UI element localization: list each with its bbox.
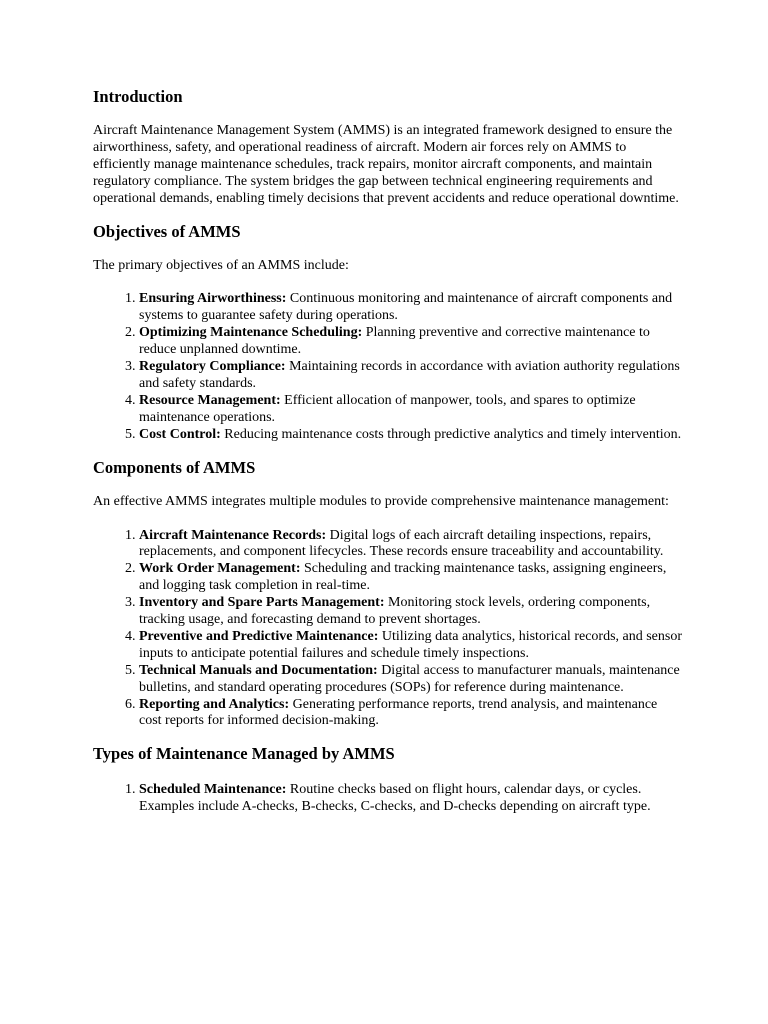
list-item-term: Optimizing Maintenance Scheduling:	[139, 325, 363, 341]
list-item-text: Reducing maintenance costs through predictive analytics and timely intervention.	[220, 426, 682, 442]
list-item	[139, 782, 683, 816]
list-item	[139, 663, 683, 697]
list-item-term: Cost Control:	[139, 426, 221, 442]
list-item-text: Continuous monitoring and maintenance of aircraft components and systems to guarantee safety during operations.	[139, 291, 673, 324]
list-item-term: Preventive and Predictive Maintenance:	[139, 628, 379, 644]
list-item-text: Monitoring stock levels, ordering components, tracking usage, and forecasting demand to prevent shortages.	[139, 595, 651, 628]
introduction-paragraph: Aircraft Maintenance Management System (AMMS) is an integrated framework designed to ensure the airworthiness, safety, and operational readiness of aircraft. Modern air forces rely on AMMS to efficiently manage maintenance schedules, track repairs, monitor aircraft components, and maintain regulatory compliance. The system bridges the gap between technical engineering requirements and operational demands, enabling timely decisions that prevent accidents and reduce operational downtime.	[93, 123, 679, 206]
list-item-text: Scheduling and tracking maintenance tasks, assigning engineers, and logging task completion in real-time.	[139, 561, 667, 594]
objectives-list	[93, 291, 683, 443]
list-item-text: Routine checks based on flight hours, calendar days, or cycles. Examples include A-checks, B-checks, C-checks, and D-checks depending on aircraft type.	[139, 782, 651, 815]
list-item-term: Technical Manuals and Documentation:	[139, 662, 378, 678]
list-item	[139, 561, 683, 595]
components-intro: An effective AMMS integrates multiple modules to provide comprehensive maintenance management:	[93, 493, 669, 509]
list-item-text: Digital logs of each aircraft detailing inspections, repairs, replacements, and component lifecycles. These records ensure traceability and accountability.	[139, 527, 664, 560]
list-item	[139, 393, 683, 427]
list-item-term: Aircraft Maintenance Records:	[139, 527, 327, 543]
list-item-term: Resource Management:	[139, 392, 281, 408]
list-item-text: Utilizing data analytics, historical records, and sensor inputs to anticipate potential failures and schedule timely inspections.	[139, 628, 683, 661]
list-item-text: Planning preventive and corrective maintenance to reduce unplanned downtime.	[139, 325, 650, 358]
components-list	[93, 528, 683, 731]
components-heading: Components of AMMS	[93, 457, 256, 477]
list-item-term: Inventory and Spare Parts Management:	[139, 595, 385, 611]
introduction-heading: Introduction	[93, 87, 183, 106]
objectives-heading: Objectives of AMMS	[93, 221, 241, 241]
document-page	[93, 86, 683, 816]
list-item-term: Reporting and Analytics:	[139, 696, 290, 712]
list-item-text: Generating performance reports, trend analysis, and maintenance cost reports for informed decision-making.	[139, 696, 658, 729]
list-item	[139, 427, 683, 444]
list-item	[139, 325, 683, 359]
objectives-intro: The primary objectives of an AMMS include:	[93, 257, 349, 273]
list-item	[139, 359, 683, 393]
types-list	[93, 782, 683, 816]
list-item-term: Scheduled Maintenance:	[139, 782, 287, 798]
list-item	[139, 697, 683, 731]
list-item	[139, 629, 683, 663]
list-item	[139, 528, 683, 562]
types-heading: Types of Maintenance Managed by AMMS	[93, 744, 395, 764]
list-item	[139, 595, 683, 629]
list-item-term: Work Order Management:	[139, 561, 301, 577]
list-item-term: Regulatory Compliance:	[139, 359, 286, 375]
list-item-text: Digital access to manufacturer manuals, maintenance bulletins, and standard operating procedures (SOPs) for reference during maintenance.	[139, 662, 680, 695]
list-item-text: Efficient allocation of manpower, tools, and spares to optimize maintenance operations.	[139, 392, 636, 425]
list-item	[139, 291, 683, 325]
list-item-term: Ensuring Airworthiness:	[139, 291, 287, 307]
list-item-text: Maintaining records in accordance with aviation authority regulations and safety standards.	[139, 359, 680, 391]
